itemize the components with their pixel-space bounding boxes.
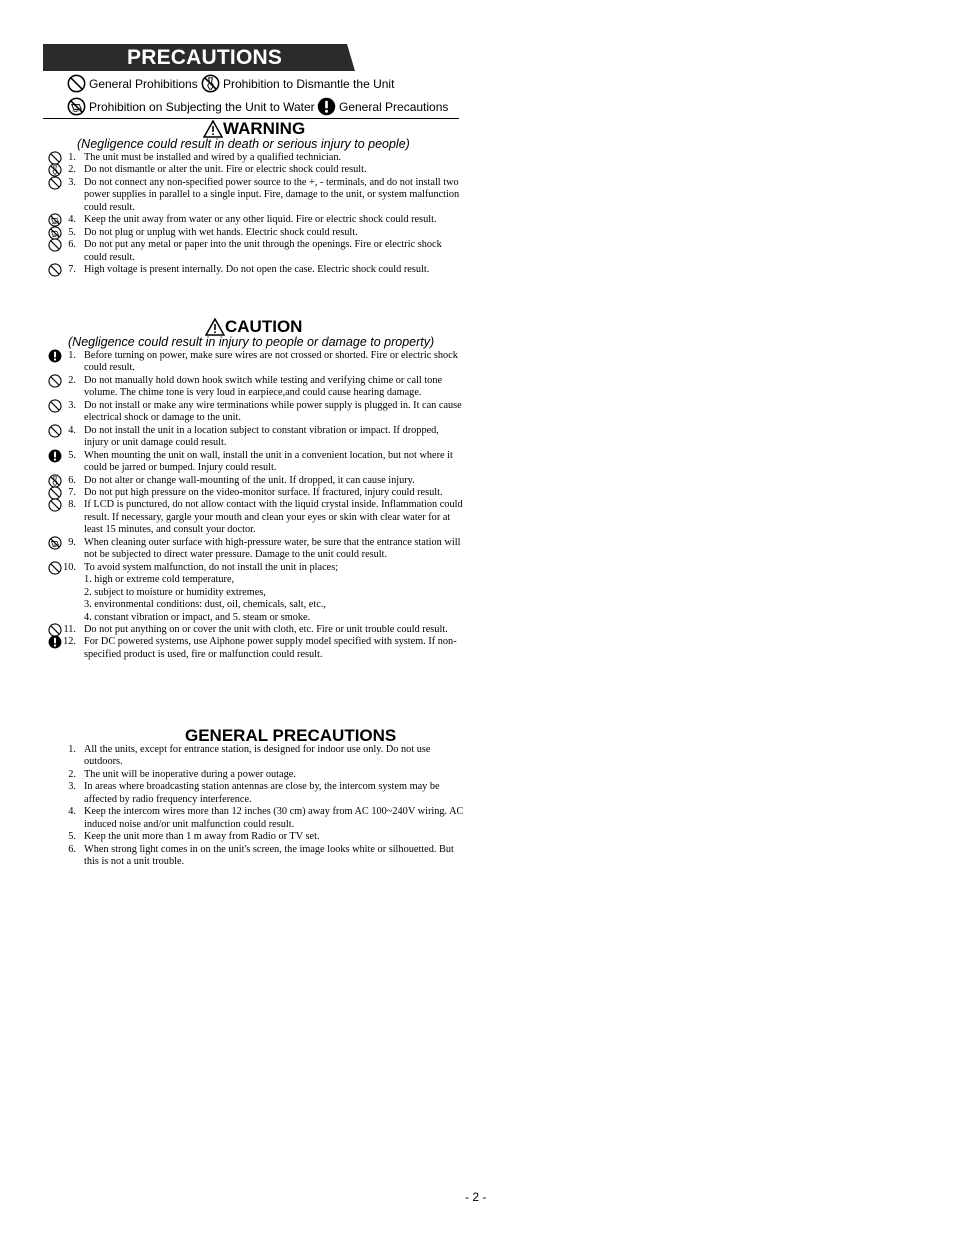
general-prohibition-icon bbox=[48, 176, 62, 190]
warning-heading-text: WARNING bbox=[223, 119, 306, 138]
list-item bbox=[46, 164, 464, 176]
general-prohibition-icon bbox=[48, 498, 62, 512]
warning-list bbox=[46, 152, 464, 277]
item-text: Do not connect any non-specified power source to the +, - terminals, and do not install two power supplies in parallel to a single input. Fire, damage to the unit, or system malfunction could result. bbox=[84, 176, 460, 213]
general-prohibition-icon bbox=[48, 374, 62, 388]
item-number: 11. bbox=[63, 623, 76, 635]
list-item bbox=[46, 264, 464, 276]
list-item bbox=[46, 239, 464, 264]
item-text: All the units, except for entrance station, is designed for indoor use only. Do not use outdoors. bbox=[84, 744, 431, 768]
item-number: 3. bbox=[68, 399, 76, 411]
item-text: Do not install the unit in a location subject to constant vibration or impact. If dropped, injury or unit damage could result. bbox=[84, 424, 439, 449]
general-prohibition-icon bbox=[67, 74, 86, 93]
list-item bbox=[46, 831, 464, 843]
item-text: Keep the unit away from water or any other liquid. Fire or electric shock could result. bbox=[84, 214, 437, 226]
item-text: Do not plug or unplug with wet hands. Electric shock could result. bbox=[84, 226, 358, 238]
general-precautions-list bbox=[46, 744, 464, 869]
general-precautions-heading: GENERAL PRECAUTIONS bbox=[185, 726, 397, 745]
item-text: Keep the unit more than 1 m away from Radio or TV set. bbox=[84, 831, 320, 843]
legend-general-precautions bbox=[317, 97, 448, 116]
title-banner bbox=[43, 44, 355, 71]
list-item bbox=[46, 375, 464, 400]
item-text: Do not alter or change wall-mounting of the unit. If dropped, it can cause injury. bbox=[84, 474, 415, 486]
item-text: The unit must be installed and wired by a qualified technician. bbox=[84, 152, 342, 163]
item-number: 6. bbox=[68, 843, 76, 855]
legend-no-water bbox=[67, 97, 315, 116]
item-number: 12. bbox=[63, 636, 76, 648]
item-text: Do not install or make any wire terminations while power supply is plugged in. It can cause electrical shock or damage to the unit. bbox=[84, 399, 462, 424]
item-number: 2. bbox=[68, 374, 76, 386]
item-text: Do not put anything on or cover the unit with cloth, etc. Fire or unit trouble could result. bbox=[84, 623, 448, 635]
list-item bbox=[46, 475, 464, 487]
list-item bbox=[46, 487, 464, 499]
general-precaution-icon bbox=[48, 635, 62, 649]
item-text: If LCD is punctured, do not allow contact with the liquid crystal inside. Inflammation could result. If necessary, gargle your mouth and clean your eyes or skin with clear water for at least 15 minutes, and consult your doctor. bbox=[84, 499, 463, 536]
legend-label: Prohibition on Subjecting the Unit to Water bbox=[89, 99, 315, 114]
item-number: 4. bbox=[68, 214, 76, 226]
item-text: When cleaning outer surface with high-pressure water, be sure that the entrance station will not be subjected to direct water pressure. Damage to the unit could result. bbox=[84, 536, 461, 561]
legend-general-prohibitions bbox=[67, 74, 198, 93]
item-number: 7. bbox=[68, 264, 76, 276]
list-item bbox=[46, 562, 464, 624]
item-subpoint: 1. high or extreme cold temperature, bbox=[84, 574, 235, 586]
list-item bbox=[46, 636, 464, 661]
list-item bbox=[46, 425, 464, 450]
item-subpoint: 2. subject to moisture or humidity extremes, bbox=[84, 586, 266, 598]
list-item bbox=[46, 781, 464, 806]
item-number: 8. bbox=[68, 499, 76, 511]
item-number: 3. bbox=[68, 781, 76, 793]
general-prohibition-icon bbox=[48, 424, 62, 438]
general-prohibition-icon bbox=[48, 238, 62, 252]
list-item bbox=[46, 624, 464, 636]
item-text: Do not dismantle or alter the unit. Fire or electric shock could result. bbox=[84, 164, 367, 176]
legend-label: General Precautions bbox=[339, 99, 449, 114]
item-text: Do not manually hold down hook switch while testing and verifying chime or call tone volume. The chime tone is very loud in earpiece,and could cause hearing damage. bbox=[84, 374, 443, 399]
general-prohibition-icon bbox=[48, 561, 62, 575]
no-dismantle-icon bbox=[201, 74, 220, 93]
legend-label: Prohibition to Dismantle the Unit bbox=[223, 76, 395, 91]
item-number: 4. bbox=[68, 424, 76, 436]
item-subpoint: 3. environmental conditions: dust, oil, chemicals, salt, etc., bbox=[84, 599, 326, 611]
general-precaution-icon bbox=[48, 349, 62, 363]
general-prohibition-icon bbox=[48, 263, 62, 277]
no-water-icon bbox=[67, 97, 86, 116]
item-number: 5. bbox=[68, 226, 76, 238]
item-text: In areas where broadcasting station antennas are close by, the intercom system may be affected by radio frequency interference. bbox=[84, 781, 440, 805]
item-text: When mounting the unit on wall, install the unit in a convenient location, but not where it could be jarred or bumped. Injury could result. bbox=[84, 449, 453, 474]
caution-subtitle: (Negligence could result in injury to people or damage to property) bbox=[68, 335, 435, 349]
general-precaution-icon bbox=[48, 449, 62, 463]
item-number: 10. bbox=[63, 561, 76, 573]
list-item bbox=[46, 499, 464, 536]
item-number: 2. bbox=[68, 164, 76, 176]
item-number: 1. bbox=[68, 350, 76, 361]
warning-triangle-icon bbox=[203, 120, 223, 138]
no-water-icon bbox=[48, 536, 62, 550]
item-number: 2. bbox=[68, 768, 76, 780]
item-number: 4. bbox=[68, 806, 76, 818]
general-prohibition-icon bbox=[48, 399, 62, 413]
item-text: Keep the intercom wires more than 12 inches (30 cm) away from AC 100~240V wiring. AC induced noise and/or unit malfunction could result. bbox=[84, 806, 464, 830]
item-text: For DC powered systems, use Aiphone power supply model specified with system. If non-specified product is used, fire or malfunction could result. bbox=[84, 636, 457, 660]
item-subpoint: 4. constant vibration or impact, and 5. steam or smoke. bbox=[84, 611, 311, 623]
list-item bbox=[46, 769, 464, 781]
caution-heading bbox=[205, 317, 302, 337]
item-text: Do not put high pressure on the video-monitor surface. If fractured, injury could result. bbox=[84, 486, 443, 498]
list-item bbox=[46, 537, 464, 562]
general-precaution-icon bbox=[317, 97, 336, 116]
item-number: 9. bbox=[68, 536, 76, 548]
item-number: 1. bbox=[68, 744, 76, 755]
item-text: To avoid system malfunction, do not install the unit in places; bbox=[84, 561, 339, 573]
list-item bbox=[46, 744, 464, 769]
item-number: 6. bbox=[68, 239, 76, 251]
item-text: When strong light comes in on the unit's screen, the image looks white or silhouetted. But this is not a unit trouble. bbox=[84, 843, 454, 868]
caution-heading-text: CAUTION bbox=[225, 317, 303, 336]
list-item bbox=[46, 400, 464, 425]
item-number: 5. bbox=[68, 831, 76, 843]
list-item bbox=[46, 177, 464, 214]
list-item bbox=[46, 844, 464, 869]
caution-triangle-icon bbox=[205, 318, 225, 336]
item-number: 5. bbox=[68, 449, 76, 461]
warning-heading bbox=[203, 119, 305, 139]
item-text: Before turning on power, make sure wires are not crossed or shorted. Fire or electric shock could result. bbox=[84, 350, 458, 374]
list-item bbox=[46, 350, 464, 375]
item-text: The unit will be inoperative during a power outage. bbox=[84, 768, 296, 780]
warning-subtitle: (Negligence could result in death or serious injury to people) bbox=[77, 137, 410, 151]
legend-label: General Prohibitions bbox=[89, 76, 198, 91]
list-item bbox=[46, 227, 464, 239]
list-item bbox=[46, 806, 464, 831]
legend-no-dismantle bbox=[201, 74, 394, 93]
item-text: High voltage is present internally. Do not open the case. Electric shock could result. bbox=[84, 264, 430, 276]
item-number: 6. bbox=[68, 474, 76, 486]
page-number: - 2 - bbox=[465, 1190, 487, 1204]
item-number: 1. bbox=[68, 152, 76, 163]
list-item bbox=[46, 450, 464, 475]
list-item bbox=[46, 214, 464, 226]
list-item bbox=[46, 152, 464, 164]
caution-list bbox=[46, 350, 464, 661]
item-text: Do not put any metal or paper into the unit through the openings. Fire or electric shock could result. bbox=[84, 239, 442, 263]
item-number: 3. bbox=[68, 176, 76, 188]
item-number: 7. bbox=[68, 486, 76, 498]
page-title: PRECAUTIONS bbox=[127, 46, 283, 69]
